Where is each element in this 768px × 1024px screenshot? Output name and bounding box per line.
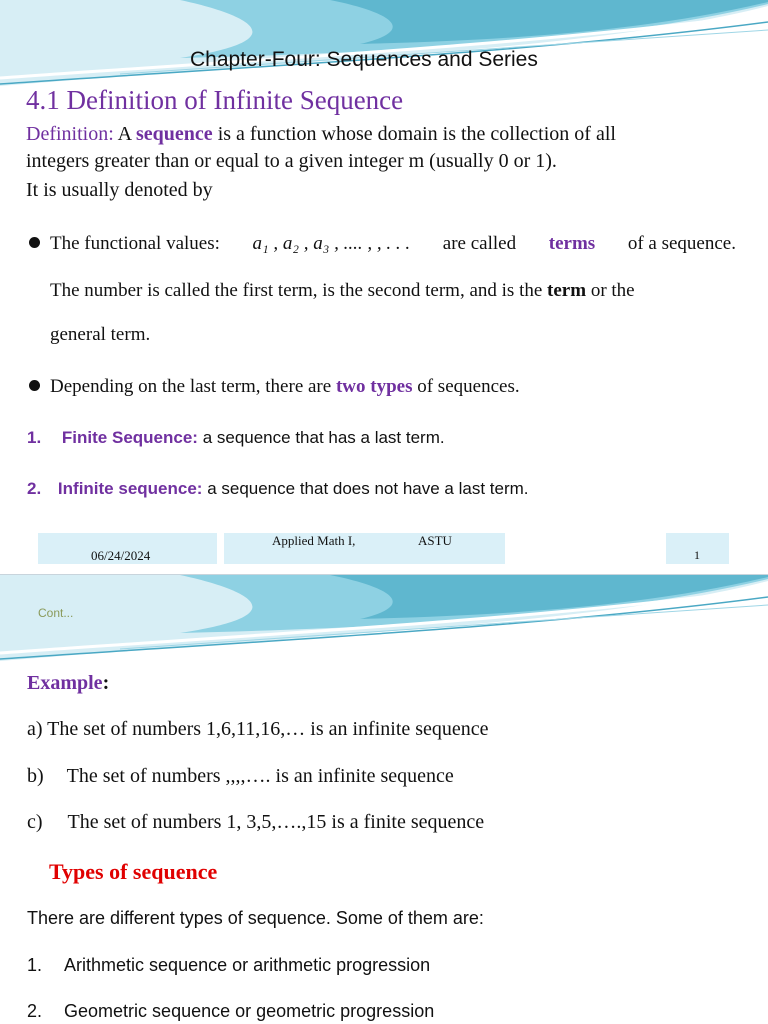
numbered-item-1-num: 1. — [27, 428, 42, 447]
definition-line-2: integers greater than or equal to a given integer m (usually 0 or 1). — [26, 150, 557, 172]
type-item-1-text: Arithmetic sequence or arithmetic progression — [64, 955, 431, 975]
chapter-title: Chapter-Four: Sequences and Series — [190, 48, 538, 71]
type-item-2-num: 2. — [27, 1001, 43, 1021]
bullet-1-line-2 — [50, 280, 635, 302]
numbered-item-2 — [27, 479, 529, 499]
definition-keyword: sequence — [136, 123, 213, 145]
example-colon: : — [102, 672, 110, 694]
types-intro: There are different types of sequence. Some of them are: — [27, 908, 484, 928]
example-b-label: b) — [27, 765, 44, 787]
bullet-1-prefix: The functional values: — [50, 233, 220, 254]
continued-label: Cont... — [38, 606, 74, 620]
footer-course-box — [224, 533, 505, 564]
example-a: a) The set of numbers 1,6,11,16,… is an infinite sequence — [27, 718, 489, 740]
definition-line-1 — [26, 123, 616, 146]
footer-page-number: 1 — [694, 548, 700, 562]
numbered-item-2-label: Infinite sequence: — [57, 479, 203, 498]
denoted-text: It is usually denoted by — [26, 179, 213, 201]
footer-university: ASTU — [418, 533, 452, 548]
bullet-1-terms: a₁ , a₂ , a₃ , .... , , . . . — [252, 233, 411, 254]
types-heading: Types of sequence — [49, 859, 218, 884]
definition-label: Definition: — [26, 123, 114, 145]
bullet-1-keyword: terms — [548, 233, 596, 254]
bullet-1-line-2-term: term — [547, 280, 587, 301]
definition-text: is a function whose domain is the collection of all — [217, 123, 616, 145]
bullet-1-line-1 — [50, 233, 736, 255]
footer-date-box — [38, 533, 217, 564]
example-c-text: The set of numbers 1, 3,5,….,15 is a finite sequence — [67, 811, 485, 833]
bullet-2-suffix: of sequences. — [417, 376, 520, 397]
type-item-2 — [27, 1001, 434, 1022]
bullet-2-prefix: Depending on the last term, there are — [50, 376, 332, 397]
slide-2 — [0, 575, 768, 1024]
bullet-1-line-3: general term. — [50, 324, 151, 345]
example-heading — [27, 672, 109, 695]
header-wave-decoration — [0, 575, 768, 665]
type-item-1 — [27, 955, 430, 976]
type-item-1-num: 1. — [27, 955, 43, 975]
bullet-dot-1 — [29, 237, 40, 248]
example-b-text: The set of numbers ,,,,…. is an infinite sequence — [66, 765, 454, 787]
example-c-label: c) — [27, 811, 43, 833]
bullet-2 — [50, 376, 520, 398]
bullet-1-called: are called — [442, 233, 517, 254]
numbered-item-1-text: a sequence that has a last term. — [202, 428, 445, 447]
example-label: Example — [27, 672, 103, 694]
definition-article: A — [117, 123, 132, 145]
example-b — [27, 765, 454, 788]
bullet-1-line-2a: The number is called the first term, is the second term, and is the — [50, 280, 543, 301]
section-title: 4.1 Definition of Infinite Sequence — [26, 85, 404, 115]
footer-date: 06/24/2024 — [91, 548, 151, 563]
numbered-item-1 — [27, 428, 445, 448]
numbered-item-1-label: Finite Sequence: — [61, 428, 198, 447]
footer-course: Applied Math I, — [272, 533, 356, 548]
bullet-1-suffix: of a sequence. — [627, 233, 736, 254]
header-wave-decoration — [0, 0, 768, 90]
numbered-item-2-num: 2. — [27, 479, 42, 498]
example-c — [27, 811, 484, 834]
numbered-item-2-text: a sequence that does not have a last term. — [207, 479, 529, 498]
bullet-dot-2 — [29, 380, 40, 391]
bullet-1-line-2c: or the — [590, 280, 635, 301]
type-item-2-text: Geometric sequence or geometric progression — [64, 1001, 435, 1021]
bullet-2-keyword: two types — [335, 376, 413, 397]
footer-page-box — [666, 533, 729, 564]
